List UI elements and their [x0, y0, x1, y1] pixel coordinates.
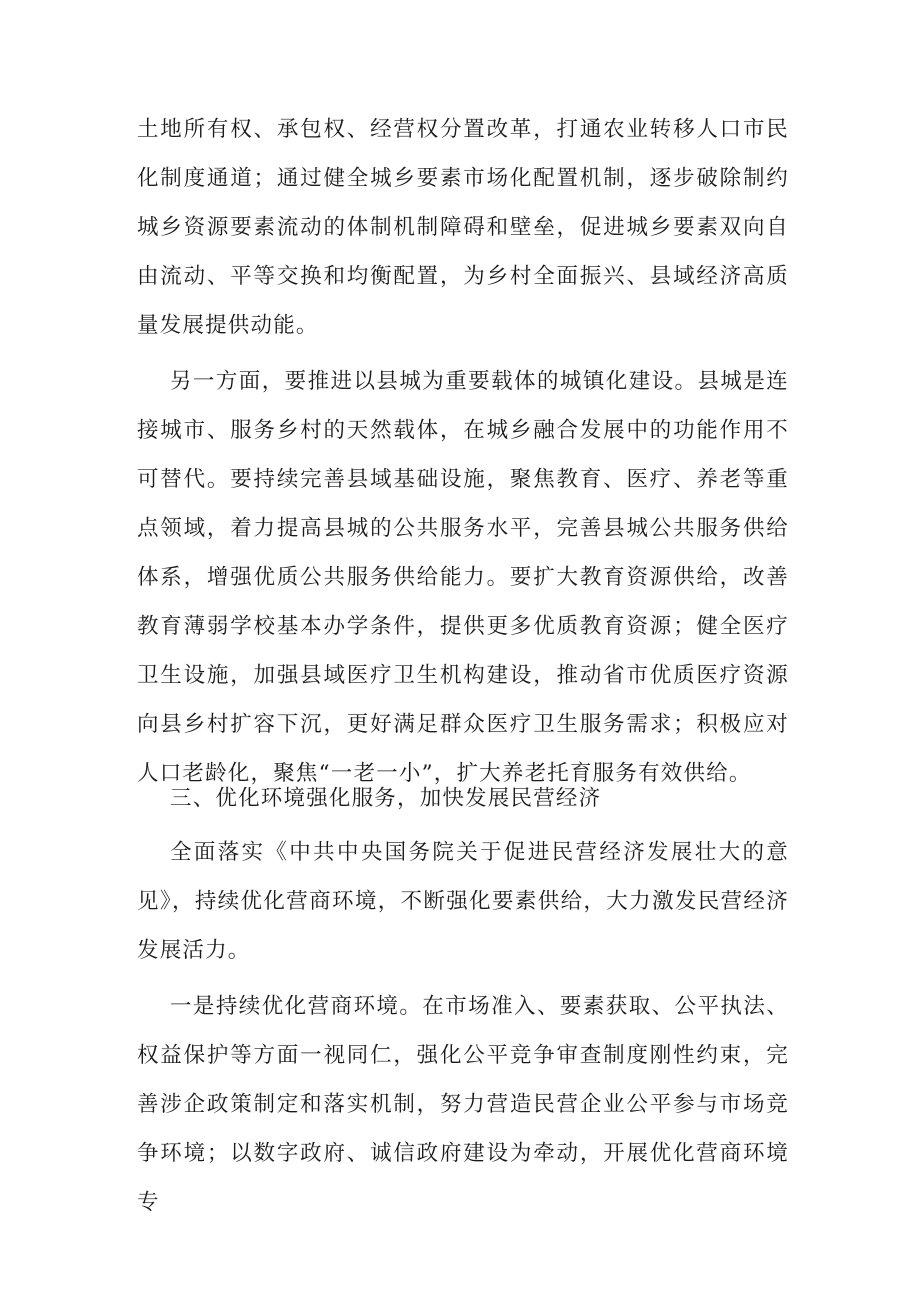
section-heading: 三、优化环境强化服务，加快发展民营经济: [170, 786, 602, 811]
paragraph-private-economy: 全面落实《中共中央国务院关于促进民营经济发展壮大的意见》，持续优化营商环境，不断强化要素供给，大力激发民营经济发展活力。: [137, 840, 789, 963]
paragraph-business-environment: 一是持续优化营商环境。在市场准入、要素获取、公平执法、权益保护等方面一视同仁，强化公平竞争审查制度刚性约束，完善涉企政策制定和落实机制，努力营造民营企业公平参与市场竞争环境；以数字政府、诚信政府建设为牵动，开展优化营商环境专: [137, 994, 789, 1215]
paragraph-continued: 土地所有权、承包权、经营权分置改革，打通农业转移人口市民化制度通道；通过健全城乡要素市场化配置机制，逐步破除制约城乡资源要素流动的体制机制障碍和壁垒，促进城乡要素双向自由流动、平等交换和均衡配置，为乡村全面振兴、县域经济高质量发展提供动能。: [137, 117, 789, 338]
paragraph-county-urbanization: 另一方面，要推进以县城为重要载体的城镇化建设。县城是连接城市、服务乡村的天然载体，在城乡融合发展中的功能作用不可替代。要持续完善县域基础设施，聚焦教育、医疗、养老等重点领域，着力提高县城的公共服务水平，完善县城公共服务供给体系，增强优质公共服务供给能力。要扩大教育资源供给，改善教育薄弱学校基本办学条件，提供更多优质教育资源；健全医疗卫生设施，加强县域医疗卫生机构建设，推动省市优质医疗资源向县乡村扩容下沉，更好满足群众医疗卫生服务需求；积极应对人口老龄化，聚焦“一老一小”，扩大养老托育服务有效供给。: [137, 369, 789, 786]
